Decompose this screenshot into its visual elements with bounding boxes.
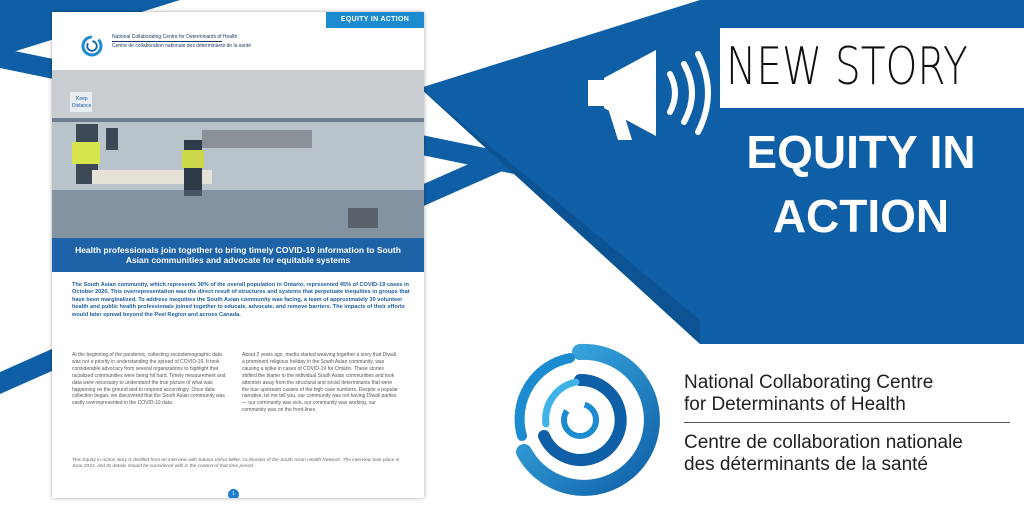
doc-column-2: About 2 years ago, media started weaving together a story that Diwali, a prominent religious holiday in the South Asian community, was causing a spike in cases of COVID-19 for Ontario. These stories shifted the blame to the individual South Asian communities and took attention away from the structural and social determinants that were the true upstream causes of the high case numbers. Despite a popular narrative, let me tell you, our community was not having Diwali parties — our community was sick, our community was working, our community was on the front-lines. <box>242 352 398 414</box>
doc-photo <box>52 70 424 238</box>
title-line-2: EQUITY IN <box>746 126 976 178</box>
doc-headline: Health professionals join together to bring timely COVID-19 information to South Asian communities and advocate for equitable systems <box>52 238 424 272</box>
org-name-fr-line-1: Centre de collaboration nationale <box>684 432 963 453</box>
org-name-en-line-1: National Collaborating Centre <box>684 372 934 393</box>
doc-lead: The South Asian community, which represents 30% of the overall population in Ontario, represented 45% of COVID-19 cases in October 2020. This overrepresentation was the direct result of structures and systems that perpetuate inequities in groups that have been marginalized. To address inequities the South Asian community was facing, a team of approximately 30 volunteer health and public health professionals joined together to educate, advocate, and remove barriers. The impacts of their efforts would later spread beyond the Peel Region and across Canada. <box>72 282 410 318</box>
doc-column-1: At the beginning of the pandemic, collecting sociodemographic data was not a priority in understanding the spread of COVID-19. It took considerable advocacy from several organizations to highlight that racialized communities were being hit hard. Timely measurement and data were necessary to understand the true picture of what was happening on the ground and to respond accordingly. Once data collection began, we discovered that the South Asian community was vastly overrepresented in the COVID-19 data. <box>72 352 226 407</box>
title-equity-in-action <box>700 120 1022 248</box>
doc-org-fr: Centre de collaboration nationale des déterminants de la santé <box>112 42 251 49</box>
photo-sign-2: Distance <box>72 103 92 109</box>
doc-logo-icon <box>80 34 104 58</box>
org-name-fr-line-2: des déterminants de la santé <box>684 454 928 475</box>
doc-org-en: National Collaborating Centre for Determinants of Health <box>112 34 238 40</box>
org-name-en-line-2: for Determinants of Health <box>684 394 906 415</box>
document-preview <box>52 12 424 498</box>
doc-footnote: This Equity in Action story is distilled from an interview with Sabina Vohra-Miller, co-founder of the South Asian Health Network. The interview took place in June 2022, and its details should be considered with in the context of that time period. <box>72 458 400 470</box>
doc-tag: EQUITY IN ACTION <box>326 12 424 28</box>
org-divider <box>684 422 1010 423</box>
doc-org-divider <box>112 41 222 42</box>
org-name-en <box>684 372 933 416</box>
nccdh-logo-icon <box>500 340 660 500</box>
photo-sign-1: Keep <box>76 96 88 102</box>
megaphone-icon <box>578 36 718 146</box>
title-line-3: ACTION <box>772 190 950 242</box>
doc-org <box>112 34 292 49</box>
title-new-story: NEW STORY <box>726 37 968 97</box>
org-name-fr <box>684 432 963 476</box>
doc-page-number: 1 <box>228 489 239 498</box>
